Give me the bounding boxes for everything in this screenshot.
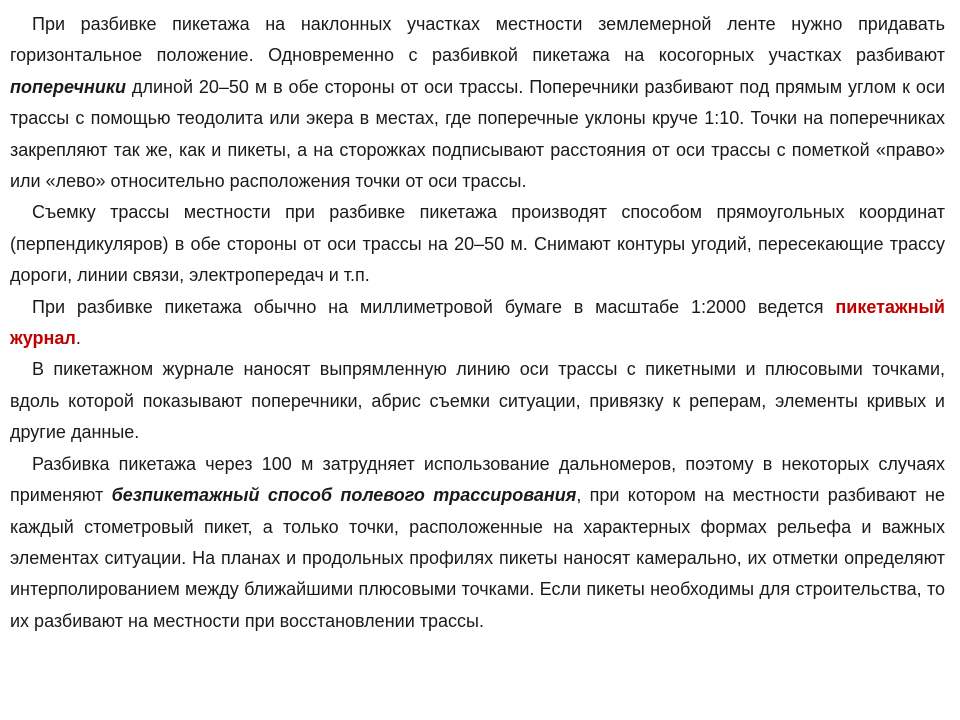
paragraph-text: При разбивке пикетажа обычно на миллиметровой бумаге в масштабе 1:2000 ведется <box>32 296 836 317</box>
term-pointless-method: безпикетажный способ полевого трассирования <box>111 485 577 506</box>
text-body <box>10 9 945 637</box>
term-cross-sections: поперечники <box>10 76 127 97</box>
paragraph-text: Съемку трассы местности при разбивке пикетажа производят способом прямоугольных координат (перпендикуляров) в обе стороны от оси трассы на 20–50 м. Снимают контуры угодий, пересекающие трассу дороги, линии связи, электропередач и т.п. <box>10 202 945 286</box>
paragraph-text: , при котором на местности разбивают не каждый стометровый пикет, а только точки, расположенные на характерных формах рельефа и важных элементах ситуации. На планах и продольных профилях пикеты наносят камерально, их отметки определяют интерполированием между ближайшими плюсовыми точками. Если пикеты необходимы для строительства, то их разбивают на местности при восстановлении трассы. <box>10 485 945 631</box>
paragraph-cross-sections <box>10 9 945 197</box>
paragraph-field-book-contents <box>10 354 945 448</box>
term-field-book: пикетажный журнал <box>10 296 945 349</box>
paragraph-text: При разбивке пикетажа на наклонных участках местности землемерной ленте нужно придавать горизонтальное положение. Одновременно с разбивкой пикетажа на косогорных участках разбивают <box>10 14 945 66</box>
paragraph-field-book <box>10 292 945 355</box>
paragraph-survey <box>10 197 945 291</box>
paragraph-pointless-method <box>10 449 945 637</box>
paragraph-text: Разбивка пикетажа через 100 м затрудняет использование дальномеров, поэтому в некоторых случаях применяют <box>10 453 945 506</box>
paragraph-text: В пикетажном журнале наносят выпрямленную линию оси трассы с пикетными и плюсовыми точками, вдоль которой показывают поперечники, абрис съемки ситуации, привязку к реперам, элементы кривых и другие данные. <box>10 359 945 443</box>
paragraph-text: . <box>75 328 81 349</box>
paragraph-text: длиной 20–50 м в обе стороны от оси трассы. Поперечники разбивают под прямым углом к оси трассы с помощью теодолита или экера в местах, где поперечные уклоны круче 1:10. Точки на поперечниках закрепляют так же, как и пикеты, а на сторожках подписывают расстояния от оси трассы с пометкой «право» или «лево» относительно расположения точки от оси трассы. <box>10 76 945 192</box>
